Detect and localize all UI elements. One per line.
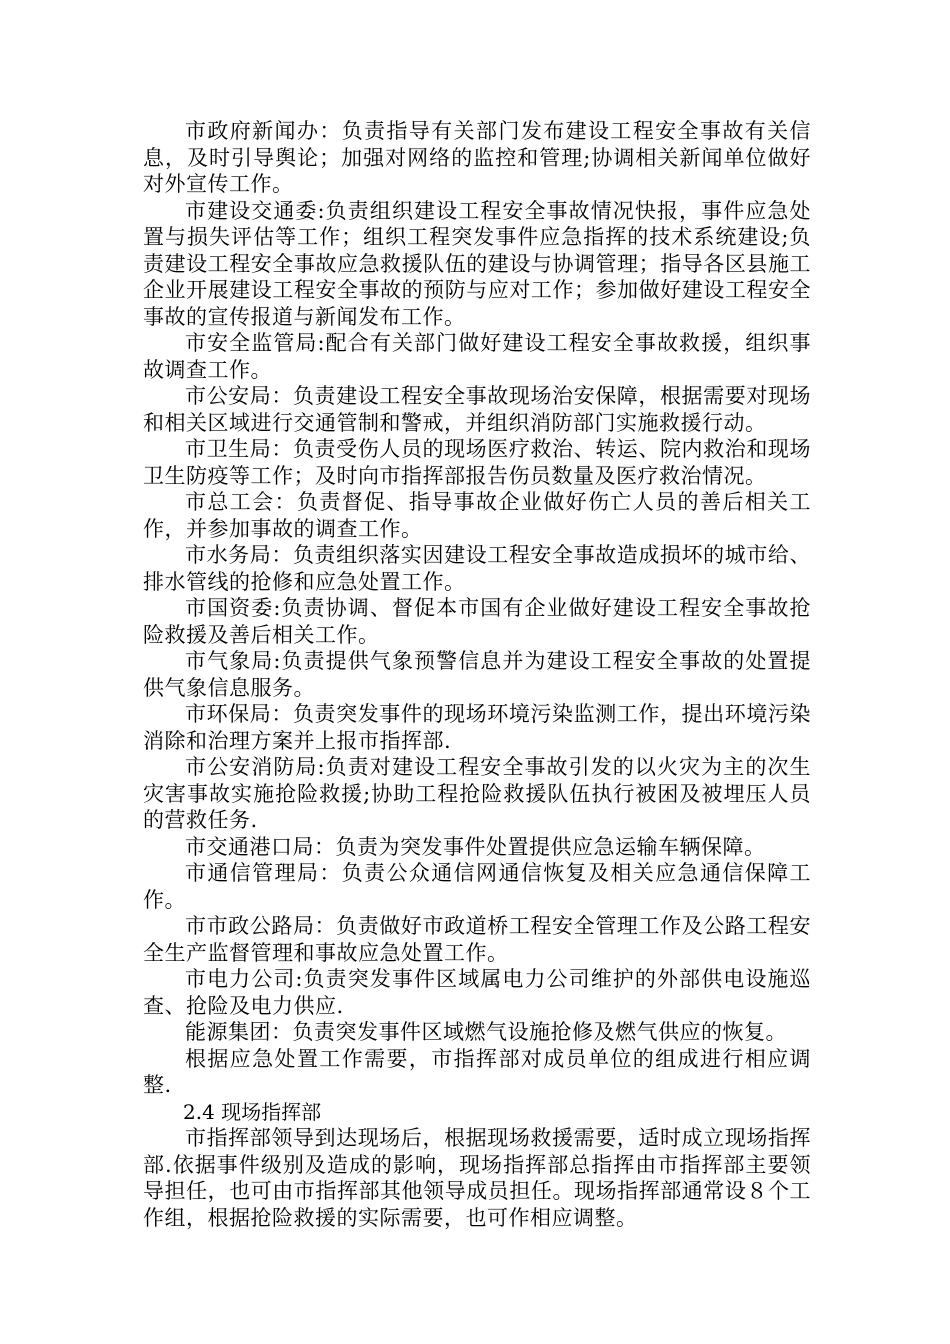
- paragraph-fire-department: 市公安消防局:负责对建设工程安全事故引发的以火灾为主的次生灾害事故实施抢险救援;协助工程抢险救援队伍执行被困及被埋压人员的营救任务.: [143, 755, 811, 832]
- paragraph-trade-union: 市总工会：负责督促、指导事故企业做好伤亡人员的善后相关工作，并参加事故的调查工作。: [143, 490, 811, 541]
- paragraph-water-bureau: 市水务局：负责组织落实因建设工程安全事故造成损坏的城市给、排水管线的抢修和应急处置工作。: [143, 543, 811, 594]
- section-heading: 2.4 现场指挥部: [183, 1099, 322, 1124]
- paragraph-municipal-roads: 市市政公路局：负责做好市政道桥工程安全管理工作及公路工程安全生产监督管理和事故应急处置工作。: [143, 914, 811, 965]
- paragraph-construction-transport: 市建设交通委:负责组织建设工程安全事故情况快报，事件应急处置与损失评估等工作；组织工程突发事件应急指挥的技术系统建设;负责建设工程安全事故应急救援队伍的建设与协调管理；指导各区县施工企业开展建设工程安全事故的预防与应对工作；参加做好建设工程安全事故的宣传报道与新闻发布工作。: [143, 198, 811, 329]
- paragraph-meteorology: 市气象局:负责提供气象预警信息并为建设工程安全事故的处置提供气象信息服务。: [143, 649, 811, 700]
- paragraph-energy-group: 能源集团：负责突发事件区域燃气设施抢修及燃气供应的恢复。: [185, 1020, 787, 1044]
- paragraph-health-bureau: 市卫生局：负责受伤人员的现场医疗救治、转运、院内救治和现场卫生防疫等工作；及时向市指挥部报告伤员数量及医疗救治情况。: [143, 437, 811, 488]
- paragraph-transport-port: 市交通港口局：负责为突发事件处置提供应急运输车辆保障。: [185, 834, 766, 859]
- paragraph-public-security: 市公安局：负责建设工程安全事故现场治安保障，根据需要对现场和相关区域进行交通管制和警戒，并组织消防部门实施救援行动。: [143, 384, 811, 435]
- paragraph-onsite-command: 市指挥部领导到达现场后，根据现场救援需要，适时成立现场指挥部.依据事件级别及造成的影响，现场指挥部总指挥由市指挥部主要领导担任，也可由市指挥部其他领导成员担任。现场指挥部通常设８个工作组，根据抢险救援的实际需要，也可作相应调整。: [143, 1126, 811, 1230]
- paragraph-news-office: 市政府新闻办：负责指导有关部门发布建设工程安全事故有关信息，及时引导舆论；加强对网络的监控和管理;协调相关新闻单位做好对外宣传工作。: [143, 119, 811, 196]
- paragraph-power-company: 市电力公司:负责突发事件区域属电力公司维护的外部供电设施巡查、抢险及电力供应.: [143, 967, 811, 1018]
- paragraph-sasac: 市国资委:负责协调、督促本市国有企业做好建设工程安全事故抢险救援及善后相关工作。: [143, 596, 811, 647]
- paragraph-environment: 市环保局：负责突发事件的现场环境污染监测工作，提出环境污染消除和治理方案并上报市指挥部.: [143, 702, 811, 753]
- paragraph-communications: 市通信管理局：负责公众通信网通信恢复及相关应急通信保障工作。: [143, 861, 811, 912]
- paragraph-adjustment: 根据应急处置工作需要，市指挥部对成员单位的组成进行相应调整.: [143, 1046, 811, 1097]
- document-page: [143, 118, 811, 1231]
- paragraph-safety-supervision: 市安全监管局:配合有关部门做好建设工程安全事故救援，组织事故调查工作。: [143, 331, 811, 382]
